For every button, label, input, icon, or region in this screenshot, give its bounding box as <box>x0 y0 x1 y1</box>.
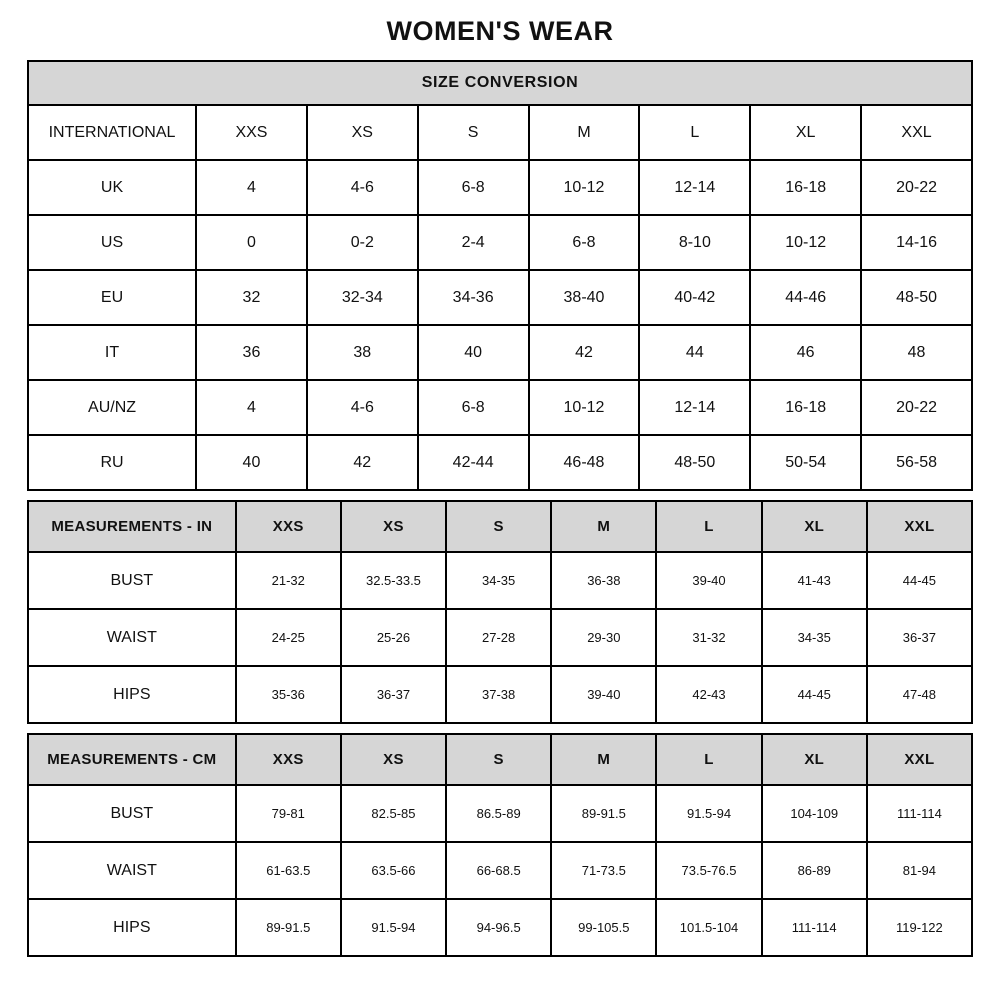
value-cell: 16-18 <box>750 160 861 215</box>
size-column-header: XXL <box>867 501 972 552</box>
value-cell: 36-37 <box>867 609 972 666</box>
size-column-header: XS <box>341 501 446 552</box>
table-row <box>28 435 972 490</box>
value-cell: 41-43 <box>762 552 867 609</box>
value-cell: 38-40 <box>529 270 640 325</box>
size-column-header: M <box>551 734 656 785</box>
value-cell: 38 <box>307 325 418 380</box>
value-cell: 101.5-104 <box>656 899 761 956</box>
value-cell: 4 <box>196 380 307 435</box>
value-cell: 10-12 <box>750 215 861 270</box>
value-cell: 36-37 <box>341 666 446 723</box>
table-row <box>28 552 972 609</box>
value-cell: 16-18 <box>750 380 861 435</box>
value-cell: 2-4 <box>418 215 529 270</box>
value-cell: M <box>529 105 640 160</box>
table-label-cell: MEASUREMENTS - IN <box>28 501 236 552</box>
value-cell: 40-42 <box>639 270 750 325</box>
value-cell: 36-38 <box>551 552 656 609</box>
value-cell: 39-40 <box>551 666 656 723</box>
value-cell: 42-43 <box>656 666 761 723</box>
size-column-header: XXL <box>867 734 972 785</box>
value-cell: 119-122 <box>867 899 972 956</box>
row-label-cell: HIPS <box>28 666 236 723</box>
value-cell: 24-25 <box>236 609 341 666</box>
size-column-header: XXS <box>236 734 341 785</box>
value-cell: 44 <box>639 325 750 380</box>
value-cell: 79-81 <box>236 785 341 842</box>
value-cell: 4-6 <box>307 380 418 435</box>
value-cell: L <box>639 105 750 160</box>
value-cell: 32 <box>196 270 307 325</box>
value-cell: 91.5-94 <box>656 785 761 842</box>
size-column-header: S <box>446 501 551 552</box>
value-cell: 71-73.5 <box>551 842 656 899</box>
value-cell: 35-36 <box>236 666 341 723</box>
value-cell: 44-46 <box>750 270 861 325</box>
table-title-row <box>28 61 972 105</box>
value-cell: 99-105.5 <box>551 899 656 956</box>
table-row <box>28 270 972 325</box>
value-cell: 42 <box>529 325 640 380</box>
value-cell: 27-28 <box>446 609 551 666</box>
row-label-cell: IT <box>28 325 196 380</box>
table-row <box>28 609 972 666</box>
value-cell: 50-54 <box>750 435 861 490</box>
value-cell: 21-32 <box>236 552 341 609</box>
value-cell: XL <box>750 105 861 160</box>
value-cell: 48-50 <box>861 270 972 325</box>
value-cell: 40 <box>196 435 307 490</box>
row-label-cell: US <box>28 215 196 270</box>
row-label-cell: WAIST <box>28 609 236 666</box>
value-cell: XXL <box>861 105 972 160</box>
value-cell: 42 <box>307 435 418 490</box>
value-cell: 73.5-76.5 <box>656 842 761 899</box>
value-cell: 39-40 <box>656 552 761 609</box>
value-cell: 34-35 <box>762 609 867 666</box>
row-label-cell: BUST <box>28 785 236 842</box>
table-row <box>28 215 972 270</box>
value-cell: 48-50 <box>639 435 750 490</box>
value-cell: 42-44 <box>418 435 529 490</box>
value-cell: 6-8 <box>418 160 529 215</box>
value-cell: 36 <box>196 325 307 380</box>
size-column-header: XL <box>762 501 867 552</box>
size-column-header: XS <box>341 734 446 785</box>
value-cell: 91.5-94 <box>341 899 446 956</box>
value-cell: 82.5-85 <box>341 785 446 842</box>
value-cell: 111-114 <box>867 785 972 842</box>
measurements-in-table <box>27 500 973 724</box>
value-cell: 66-68.5 <box>446 842 551 899</box>
value-cell: 12-14 <box>639 380 750 435</box>
value-cell: 6-8 <box>529 215 640 270</box>
table-row <box>28 785 972 842</box>
value-cell: S <box>418 105 529 160</box>
value-cell: 44-45 <box>867 552 972 609</box>
measurements-cm-table <box>27 733 973 957</box>
table-row <box>28 325 972 380</box>
size-column-header: S <box>446 734 551 785</box>
value-cell: 31-32 <box>656 609 761 666</box>
value-cell: 46-48 <box>529 435 640 490</box>
value-cell: 63.5-66 <box>341 842 446 899</box>
value-cell: 32-34 <box>307 270 418 325</box>
value-cell: 10-12 <box>529 160 640 215</box>
value-cell: 37-38 <box>446 666 551 723</box>
value-cell: 6-8 <box>418 380 529 435</box>
value-cell: XS <box>307 105 418 160</box>
value-cell: 4 <box>196 160 307 215</box>
size-column-header: XXS <box>236 501 341 552</box>
size-conversion-table <box>27 60 973 491</box>
table-row <box>28 380 972 435</box>
table-row <box>28 160 972 215</box>
value-cell: 81-94 <box>867 842 972 899</box>
value-cell: XXS <box>196 105 307 160</box>
value-cell: 29-30 <box>551 609 656 666</box>
value-cell: 40 <box>418 325 529 380</box>
row-label-cell: HIPS <box>28 899 236 956</box>
row-label-cell: UK <box>28 160 196 215</box>
value-cell: 0 <box>196 215 307 270</box>
table-row <box>28 842 972 899</box>
value-cell: 34-36 <box>418 270 529 325</box>
value-cell: 86-89 <box>762 842 867 899</box>
row-label-cell: RU <box>28 435 196 490</box>
size-column-header: L <box>656 734 761 785</box>
value-cell: 0-2 <box>307 215 418 270</box>
value-cell: 14-16 <box>861 215 972 270</box>
row-label-cell: INTERNATIONAL <box>28 105 196 160</box>
row-label-cell: BUST <box>28 552 236 609</box>
page-title: WOMEN'S WEAR <box>386 16 614 46</box>
table-label-cell: MEASUREMENTS - CM <box>28 734 236 785</box>
size-header-row <box>28 501 972 552</box>
table-row <box>28 105 972 160</box>
value-cell: 34-35 <box>446 552 551 609</box>
value-cell: 8-10 <box>639 215 750 270</box>
value-cell: 48 <box>861 325 972 380</box>
value-cell: 104-109 <box>762 785 867 842</box>
size-column-header: L <box>656 501 761 552</box>
value-cell: 111-114 <box>762 899 867 956</box>
value-cell: 12-14 <box>639 160 750 215</box>
value-cell: 94-96.5 <box>446 899 551 956</box>
size-header-row <box>28 734 972 785</box>
value-cell: 20-22 <box>861 380 972 435</box>
value-cell: 20-22 <box>861 160 972 215</box>
value-cell: 86.5-89 <box>446 785 551 842</box>
value-cell: 32.5-33.5 <box>341 552 446 609</box>
value-cell: 10-12 <box>529 380 640 435</box>
value-cell: 89-91.5 <box>551 785 656 842</box>
value-cell: 25-26 <box>341 609 446 666</box>
row-label-cell: EU <box>28 270 196 325</box>
size-column-header: M <box>551 501 656 552</box>
value-cell: 56-58 <box>861 435 972 490</box>
value-cell: 61-63.5 <box>236 842 341 899</box>
row-label-cell: WAIST <box>28 842 236 899</box>
table-row <box>28 899 972 956</box>
table-row <box>28 666 972 723</box>
value-cell: 89-91.5 <box>236 899 341 956</box>
size-column-header: XL <box>762 734 867 785</box>
value-cell: 47-48 <box>867 666 972 723</box>
value-cell: 44-45 <box>762 666 867 723</box>
size-conversion-title: SIZE CONVERSION <box>28 61 972 105</box>
value-cell: 4-6 <box>307 160 418 215</box>
row-label-cell: AU/NZ <box>28 380 196 435</box>
value-cell: 46 <box>750 325 861 380</box>
